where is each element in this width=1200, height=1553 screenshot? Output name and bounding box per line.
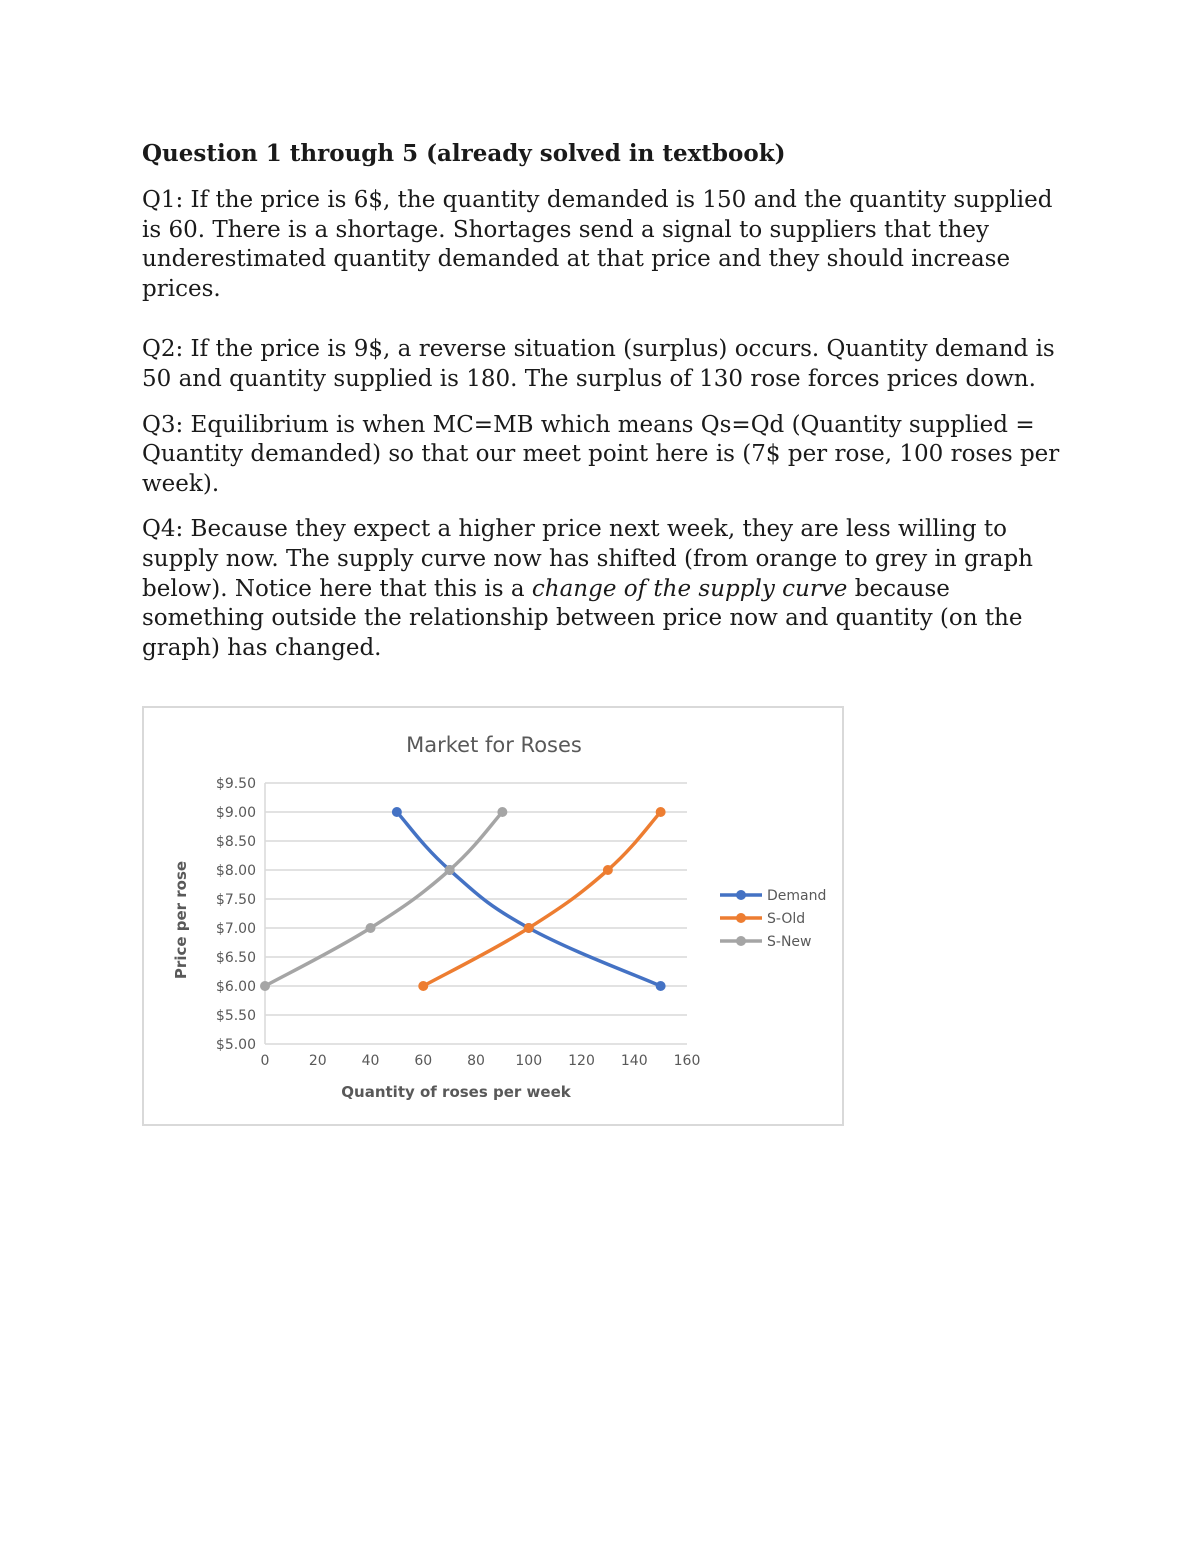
y-tick-label: $7.00 [215, 921, 256, 937]
paragraph-q4 [142, 515, 1072, 663]
y-tick-label: $6.00 [215, 979, 256, 995]
data-point-demand [656, 981, 666, 991]
chart-title: Market for Roses [406, 733, 582, 757]
document-body [142, 138, 1072, 679]
legend-marker-s-new [736, 936, 746, 946]
x-tick-label: 140 [620, 1053, 648, 1069]
data-point-s-old [603, 865, 613, 875]
legend-label-demand: Demand [767, 888, 827, 904]
y-tick-label: $9.50 [215, 776, 256, 792]
chart-legend [720, 888, 826, 950]
data-point-s-old [524, 923, 534, 933]
market-for-roses-chart [144, 708, 846, 1128]
y-axis-label: Price per rose [172, 860, 190, 980]
paragraph-q1: Q1: If the price is 6$, the quantity demanded is 150 and the quantity supplied is 60. There is a shortage. Shortages send a signal to suppliers that they underestimated quantity demanded at that price and they should increase prices. [142, 187, 1053, 302]
y-axis-ticks [216, 776, 256, 1053]
chart-grid [265, 783, 687, 1044]
y-tick-label: $5.50 [215, 1008, 256, 1024]
data-point-s-new [260, 981, 270, 991]
x-tick-label: 120 [568, 1053, 595, 1069]
y-tick-label: $7.50 [215, 892, 256, 908]
data-point-s-new [445, 865, 455, 875]
x-axis-ticks [261, 1053, 701, 1069]
x-tick-label: 40 [361, 1053, 380, 1069]
legend-marker-s-old [736, 913, 746, 923]
legend-label-s-old: S-Old [767, 911, 806, 927]
y-tick-label: $5.00 [215, 1037, 256, 1053]
q4-text-end: because something outside the relationship between price now and quantity (on the graph) has changed. [142, 575, 1023, 661]
x-axis-label: Quantity of roses per week [341, 1083, 571, 1101]
x-tick-label: 0 [260, 1053, 270, 1069]
y-tick-label: $8.50 [215, 834, 256, 850]
x-tick-label: 80 [467, 1053, 485, 1069]
x-tick-label: 60 [414, 1053, 433, 1069]
data-point-s-old [656, 807, 666, 817]
data-point-demand [392, 807, 402, 817]
y-tick-label: $8.00 [215, 863, 256, 879]
legend-label-s-new: S-New [767, 934, 812, 950]
data-point-s-new [497, 807, 507, 817]
chart-frame [142, 706, 844, 1126]
x-tick-label: 160 [673, 1053, 701, 1069]
paragraph-q2: Q2: If the price is 9$, a reverse situation (surplus) occurs. Quantity demand is 50 and quantity supplied is 180. The surplus of 130 rose forces prices down. [142, 336, 1055, 392]
paragraph-q3: Q3: Equilibrium is when MC=MB which means Qs=Qd (Quantity supplied = Quantity demanded) so that our meet point here is (7$ per rose, 100 roses per week). [142, 411, 1060, 497]
q4-italic-phrase: change of the supply curve [531, 575, 848, 602]
legend-marker-demand [736, 890, 746, 900]
y-tick-label: $9.00 [215, 805, 256, 821]
y-tick-label: $6.50 [215, 950, 256, 966]
x-tick-label: 20 [308, 1053, 327, 1069]
data-point-s-new [366, 923, 376, 933]
page-heading: Question 1 through 5 (already solved in textbook) [142, 140, 786, 167]
q4-text-start: Q4: Because they expect a higher price next week, they are less willing to supply now. The supply curve now has shifted (from orange to grey in graph below). Notice here that this is a [142, 516, 1033, 602]
x-tick-label: 100 [515, 1053, 543, 1069]
data-point-s-old [418, 981, 428, 991]
